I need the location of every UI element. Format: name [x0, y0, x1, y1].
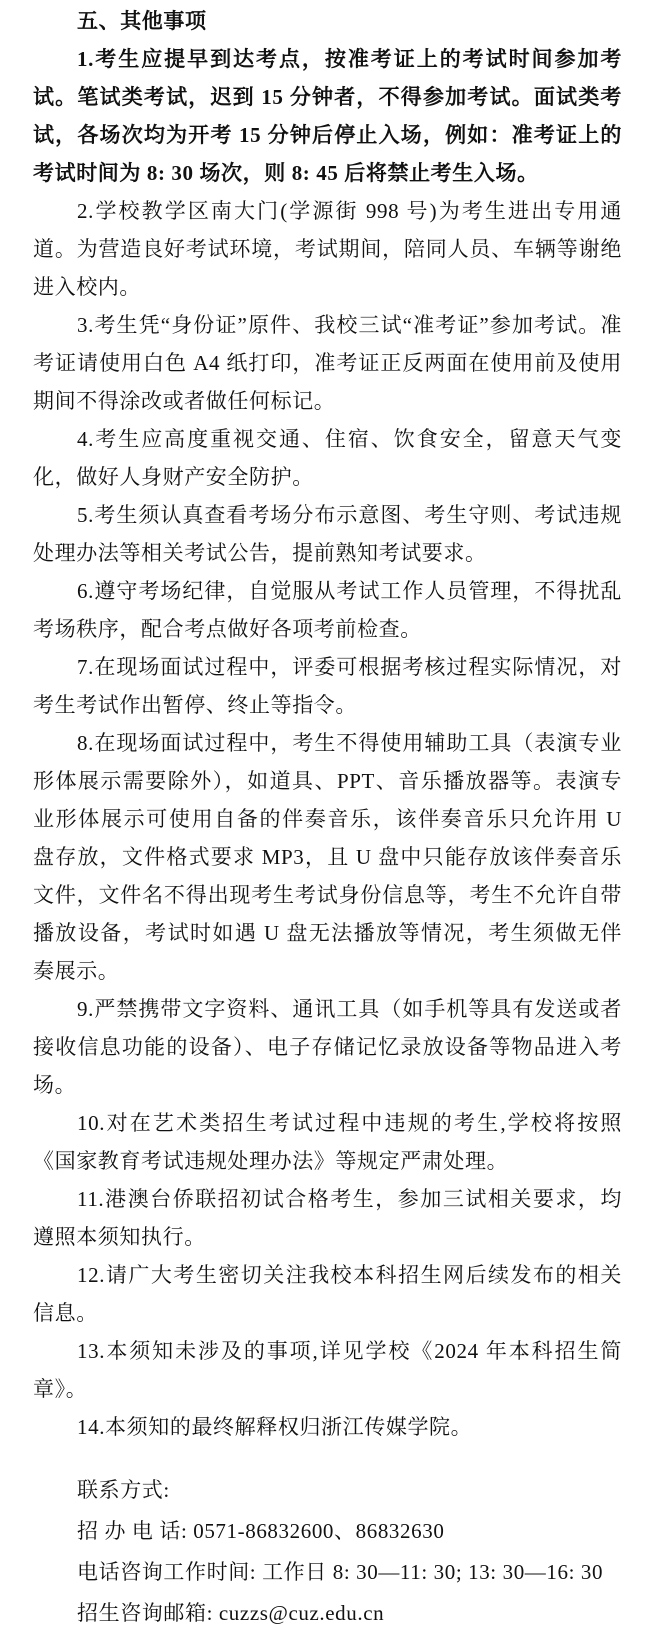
contact-section	[33, 1470, 622, 1634]
notice-item-11: 11.港澳台侨联招初试合格考生，参加三试相关要求，均遵照本须知执行。	[33, 1187, 622, 1249]
notice-item-1: 1.考生应提早到达考点，按准考证上的考试时间参加考试。笔试类考试，迟到 15 分钟者，不得参加考试。面试类考试，各场次均为开考 15 分钟后停止入场，例如：准考证上的考试时间为 8: 30 场次，则 8: 45 后将禁止考生入场。	[33, 47, 622, 185]
notice-item-3: 3.考生凭“身份证”原件、我校三试“准考证”参加考试。准考证请使用白色 A4 纸打印，准考证正反两面在使用前及使用期间不得涂改或者做任何标记。	[33, 313, 622, 413]
contact-email-line: 招生咨询邮箱: cuzzs@cuz.edu.cn	[77, 1601, 385, 1625]
notice-item-12: 12.请广大考生密切关注我校本科招生网后续发布的相关信息。	[33, 1263, 622, 1325]
notice-item-5: 5.考生须认真查看考场分布示意图、考生守则、考试违规处理办法等相关考试公告，提前熟知考试要求。	[33, 503, 622, 565]
notice-item-9: 9.严禁携带文字资料、通讯工具（如手机等具有发送或者接收信息功能的设备）、电子存储记忆录放设备等物品进入考场。	[33, 997, 622, 1097]
notice-item-8: 8.在现场面试过程中，考生不得使用辅助工具（表演专业形体展示需要除外），如道具、PPT、音乐播放器等。表演专业形体展示可使用自备的伴奏音乐，该伴奏音乐只允许用 U 盘存放，文件格式要求 MP3，且 U 盘中只能存放该伴奏音乐文件，文件名不得出现考生考试身份信息等，考生不允许自带播放设备，考试时如遇 U 盘无法播放等情况，考生须做无伴奏展示。	[33, 731, 622, 983]
notice-item-14: 14.本须知的最终解释权归浙江传媒学院。	[77, 1415, 473, 1439]
notice-item-10: 10.对在艺术类招生考试过程中违规的考生,学校将按照《国家教育考试违规处理办法》等规定严肃处理。	[33, 1111, 622, 1173]
notice-item-13: 13.本须知未涉及的事项,详见学校《2024 年本科招生简章》。	[33, 1339, 622, 1401]
contact-hours-line: 电话咨询工作时间: 工作日 8: 30—11: 30; 13: 30—16: 30	[77, 1560, 604, 1584]
notice-item-2: 2.学校教学区南大门(学源街 998 号)为考生进出专用通道。为营造良好考试环境，考试期间，陪同人员、车辆等谢绝进入校内。	[33, 199, 622, 299]
notice-item-4: 4.考生应高度重视交通、住宿、饮食安全，留意天气变化，做好人身财产安全防护。	[33, 427, 622, 489]
section-heading: 五、其他事项	[77, 9, 207, 33]
contact-title: 联系方式:	[77, 1478, 170, 1502]
notice-item-6: 6.遵守考场纪律，自觉服从考试工作人员管理，不得扰乱考场秩序，配合考点做好各项考前检查。	[33, 579, 622, 641]
contact-phone-line: 招 办 电 话: 0571-86832600、86832630	[77, 1519, 445, 1543]
notice-item-7: 7.在现场面试过程中，评委可根据考核过程实际情况，对考生考试作出暂停、终止等指令。	[33, 655, 622, 717]
